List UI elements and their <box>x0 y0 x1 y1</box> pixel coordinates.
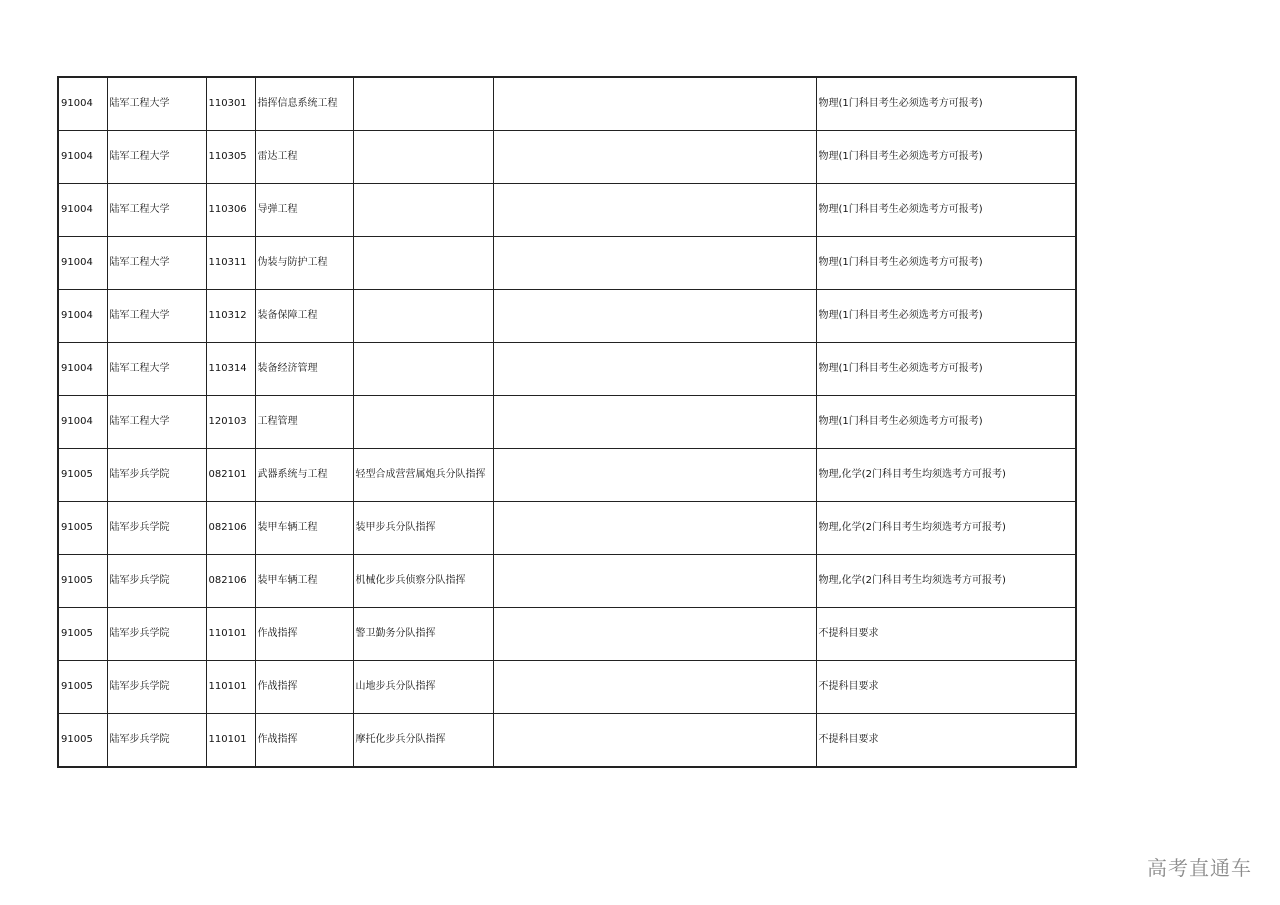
note-cell <box>493 661 816 714</box>
school-name-cell: 陆军工程大学 <box>107 396 206 449</box>
major-code-cell: 120103 <box>206 396 255 449</box>
note-cell <box>493 290 816 343</box>
school-code-cell: 91005 <box>58 714 107 768</box>
major-code-cell: 110314 <box>206 343 255 396</box>
major-name-cell: 伪装与防护工程 <box>255 237 353 290</box>
major-code-cell: 110305 <box>206 131 255 184</box>
direction-cell <box>353 290 493 343</box>
direction-cell: 装甲步兵分队指挥 <box>353 502 493 555</box>
note-cell <box>493 396 816 449</box>
school-code-cell: 91004 <box>58 343 107 396</box>
major-code-cell: 110301 <box>206 77 255 131</box>
major-code-cell: 082106 <box>206 502 255 555</box>
school-code-cell: 91005 <box>58 555 107 608</box>
school-name-cell: 陆军步兵学院 <box>107 714 206 768</box>
major-code-cell: 110101 <box>206 714 255 768</box>
school-code-cell: 91004 <box>58 290 107 343</box>
school-name-cell: 陆军步兵学院 <box>107 502 206 555</box>
watermark-text: 高考直通车 <box>1147 856 1252 880</box>
table-row <box>58 608 1076 661</box>
major-name-cell: 装备经济管理 <box>255 343 353 396</box>
major-code-cell: 082106 <box>206 555 255 608</box>
note-cell <box>493 555 816 608</box>
direction-cell: 摩托化步兵分队指挥 <box>353 714 493 768</box>
majors-table <box>57 76 1077 768</box>
subject-requirement-cell: 物理(1门科目考生必须选考方可报考) <box>816 184 1076 237</box>
subject-requirement-cell: 不提科目要求 <box>816 608 1076 661</box>
major-name-cell: 雷达工程 <box>255 131 353 184</box>
school-name-cell: 陆军步兵学院 <box>107 449 206 502</box>
major-code-cell: 110311 <box>206 237 255 290</box>
direction-cell: 机械化步兵侦察分队指挥 <box>353 555 493 608</box>
majors-table-body <box>58 77 1076 767</box>
note-cell <box>493 343 816 396</box>
school-code-cell: 91004 <box>58 131 107 184</box>
note-cell <box>493 184 816 237</box>
school-code-cell: 91005 <box>58 502 107 555</box>
major-code-cell: 082101 <box>206 449 255 502</box>
table-row <box>58 449 1076 502</box>
major-code-cell: 110101 <box>206 661 255 714</box>
major-name-cell: 指挥信息系统工程 <box>255 77 353 131</box>
direction-cell <box>353 343 493 396</box>
note-cell <box>493 237 816 290</box>
table-row <box>58 184 1076 237</box>
subject-requirement-cell: 不提科目要求 <box>816 714 1076 768</box>
school-name-cell: 陆军工程大学 <box>107 184 206 237</box>
direction-cell <box>353 184 493 237</box>
major-code-cell: 110312 <box>206 290 255 343</box>
major-name-cell: 装甲车辆工程 <box>255 555 353 608</box>
subject-requirement-cell: 物理,化学(2门科目考生均须选考方可报考) <box>816 502 1076 555</box>
subject-requirement-cell: 不提科目要求 <box>816 661 1076 714</box>
direction-cell <box>353 131 493 184</box>
school-code-cell: 91005 <box>58 608 107 661</box>
major-name-cell: 作战指挥 <box>255 714 353 768</box>
note-cell <box>493 449 816 502</box>
direction-cell <box>353 396 493 449</box>
table-row <box>58 714 1076 768</box>
school-code-cell: 91005 <box>58 449 107 502</box>
direction-cell <box>353 237 493 290</box>
major-name-cell: 装甲车辆工程 <box>255 502 353 555</box>
subject-requirement-cell: 物理(1门科目考生必须选考方可报考) <box>816 343 1076 396</box>
school-name-cell: 陆军步兵学院 <box>107 661 206 714</box>
table-row <box>58 661 1076 714</box>
subject-requirement-cell: 物理(1门科目考生必须选考方可报考) <box>816 396 1076 449</box>
table-row <box>58 77 1076 131</box>
school-code-cell: 91004 <box>58 77 107 131</box>
school-code-cell: 91004 <box>58 396 107 449</box>
direction-cell: 山地步兵分队指挥 <box>353 661 493 714</box>
note-cell <box>493 131 816 184</box>
direction-cell <box>353 77 493 131</box>
school-name-cell: 陆军工程大学 <box>107 290 206 343</box>
school-name-cell: 陆军工程大学 <box>107 237 206 290</box>
subject-requirement-cell: 物理(1门科目考生必须选考方可报考) <box>816 77 1076 131</box>
major-name-cell: 导弹工程 <box>255 184 353 237</box>
table-row <box>58 237 1076 290</box>
table-row <box>58 131 1076 184</box>
school-name-cell: 陆军步兵学院 <box>107 608 206 661</box>
major-name-cell: 工程管理 <box>255 396 353 449</box>
school-code-cell: 91004 <box>58 184 107 237</box>
major-name-cell: 装备保障工程 <box>255 290 353 343</box>
major-code-cell: 110306 <box>206 184 255 237</box>
subject-requirement-cell: 物理,化学(2门科目考生均须选考方可报考) <box>816 449 1076 502</box>
major-code-cell: 110101 <box>206 608 255 661</box>
school-code-cell: 91004 <box>58 237 107 290</box>
table-row <box>58 290 1076 343</box>
note-cell <box>493 502 816 555</box>
direction-cell: 警卫勤务分队指挥 <box>353 608 493 661</box>
table-row <box>58 555 1076 608</box>
major-name-cell: 作战指挥 <box>255 661 353 714</box>
subject-requirement-cell: 物理(1门科目考生必须选考方可报考) <box>816 237 1076 290</box>
school-name-cell: 陆军工程大学 <box>107 343 206 396</box>
direction-cell: 轻型合成营营属炮兵分队指挥 <box>353 449 493 502</box>
school-code-cell: 91005 <box>58 661 107 714</box>
table-row <box>58 396 1076 449</box>
school-name-cell: 陆军工程大学 <box>107 77 206 131</box>
note-cell <box>493 608 816 661</box>
note-cell <box>493 77 816 131</box>
major-name-cell: 武器系统与工程 <box>255 449 353 502</box>
school-name-cell: 陆军工程大学 <box>107 131 206 184</box>
subject-requirement-cell: 物理(1门科目考生必须选考方可报考) <box>816 290 1076 343</box>
note-cell <box>493 714 816 768</box>
subject-requirement-cell: 物理(1门科目考生必须选考方可报考) <box>816 131 1076 184</box>
subject-requirement-cell: 物理,化学(2门科目考生均须选考方可报考) <box>816 555 1076 608</box>
school-name-cell: 陆军步兵学院 <box>107 555 206 608</box>
major-name-cell: 作战指挥 <box>255 608 353 661</box>
table-row <box>58 502 1076 555</box>
table-row <box>58 343 1076 396</box>
